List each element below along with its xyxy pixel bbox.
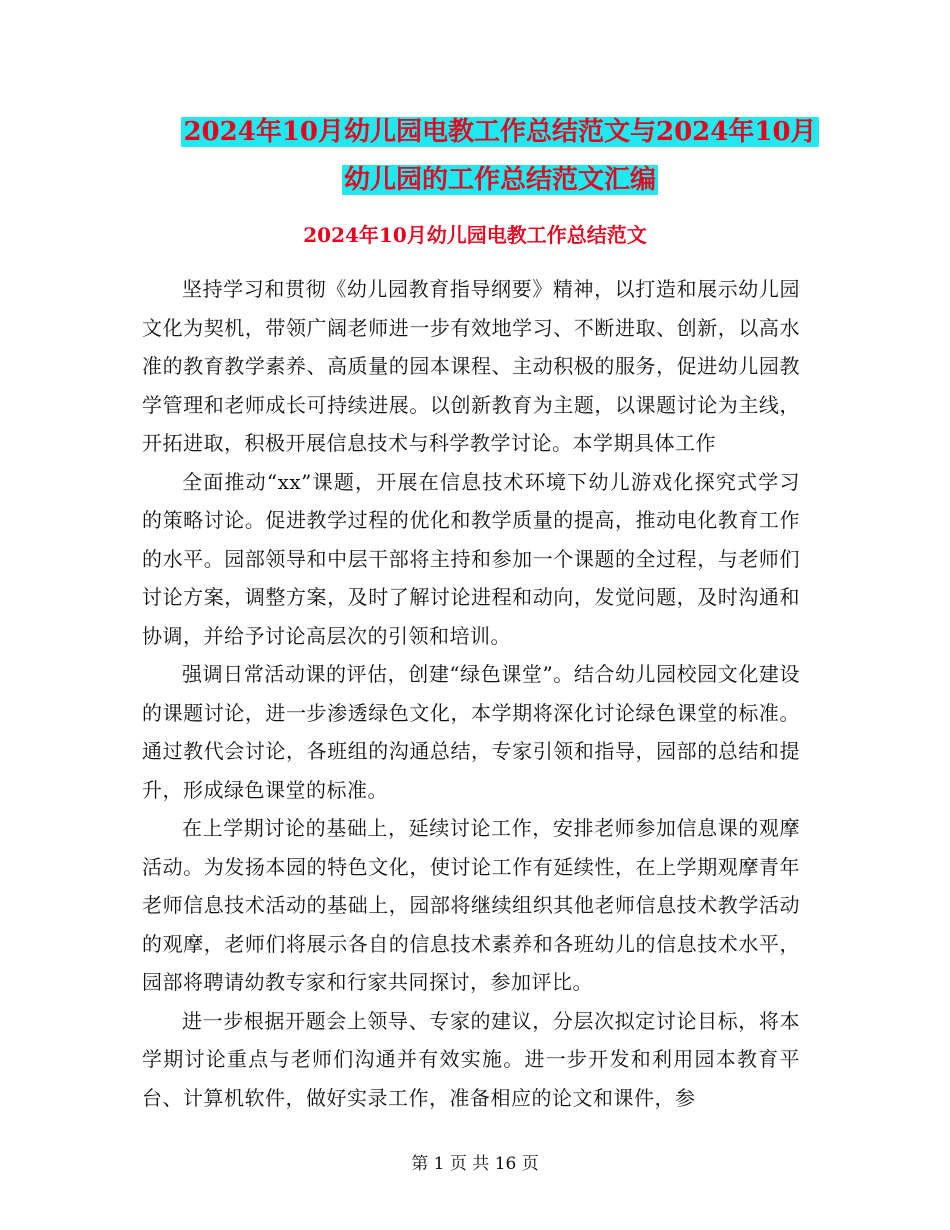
paragraph: 进一步根据开题会上领导、专家的建议，分层次拟定讨论目标，将本学期讨论重点与老师们沟通并有效实施。进一步开发和利用园本教育平台、计算机软件，做好实录工作，准备相应的论文和课件，参 — [142, 1008, 800, 1110]
paragraph: 坚持学习和贯彻《幼儿园教育指导纲要》精神，以打造和展示幼儿园文化为契机，带领广阔老师进一步有效地学习、不断进取、创新，以高水准的教育教学素养、高质量的园本课程、主动积极的服务，促进幼儿园教学管理和老师成长可持续进展。以创新教育为主题，以课题讨论为主线，开拓进取，积极开展信息技术与科学教学讨论。本学期具体工作 — [142, 277, 800, 455]
section-title: 2024年10月幼儿园电教工作总结范文 — [303, 223, 647, 247]
body-text — [142, 270, 800, 1117]
paragraph: 全面推动“xx”课题，开展在信息技术环境下幼儿游戏化探究式学习的策略讨论。促进教学过程的优化和教学质量的提高，推动电化教育工作的水平。园部领导和中层干部将主持和参加一个课题的全过程，与老师们讨论方案，调整方案，及时了解讨论进程和动向，发觉问题，及时沟通和协调，并给予讨论高层次的引领和培训。 — [142, 469, 800, 648]
paragraph: 在上学期讨论的基础上，延续讨论工作，安排老师参加信息课的观摩活动。为发扬本园的特色文化，使讨论工作有延续性，在上学期观摩青年老师信息技术活动的基础上，园部将继续组织其他老师信息技术教学活动的观摩，老师们将展示各自的信息技术素养和各班幼儿的信息技术水平，园部将聘请幼教专家和行家共同探讨，参加评比。 — [142, 816, 800, 994]
page-footer: 第 1 页 共 16 页 — [411, 1154, 539, 1174]
title-line-2: 幼儿园的工作总结范文汇编 — [343, 165, 656, 195]
document-title — [140, 108, 860, 204]
title-line-1: 2024年10月幼儿园电教工作总结范文与2024年10月 — [183, 117, 817, 147]
paragraph: 强调日常活动课的评估，创建“绿色课堂”。结合幼儿园校园文化建设的课题讨论，进一步渗透绿色文化，本学期将深化讨论绿色课堂的标准。通过教代会讨论，各班组的沟通总结，专家引领和指导，园部的总结和提升，形成绿色课堂的标准。 — [142, 662, 800, 802]
